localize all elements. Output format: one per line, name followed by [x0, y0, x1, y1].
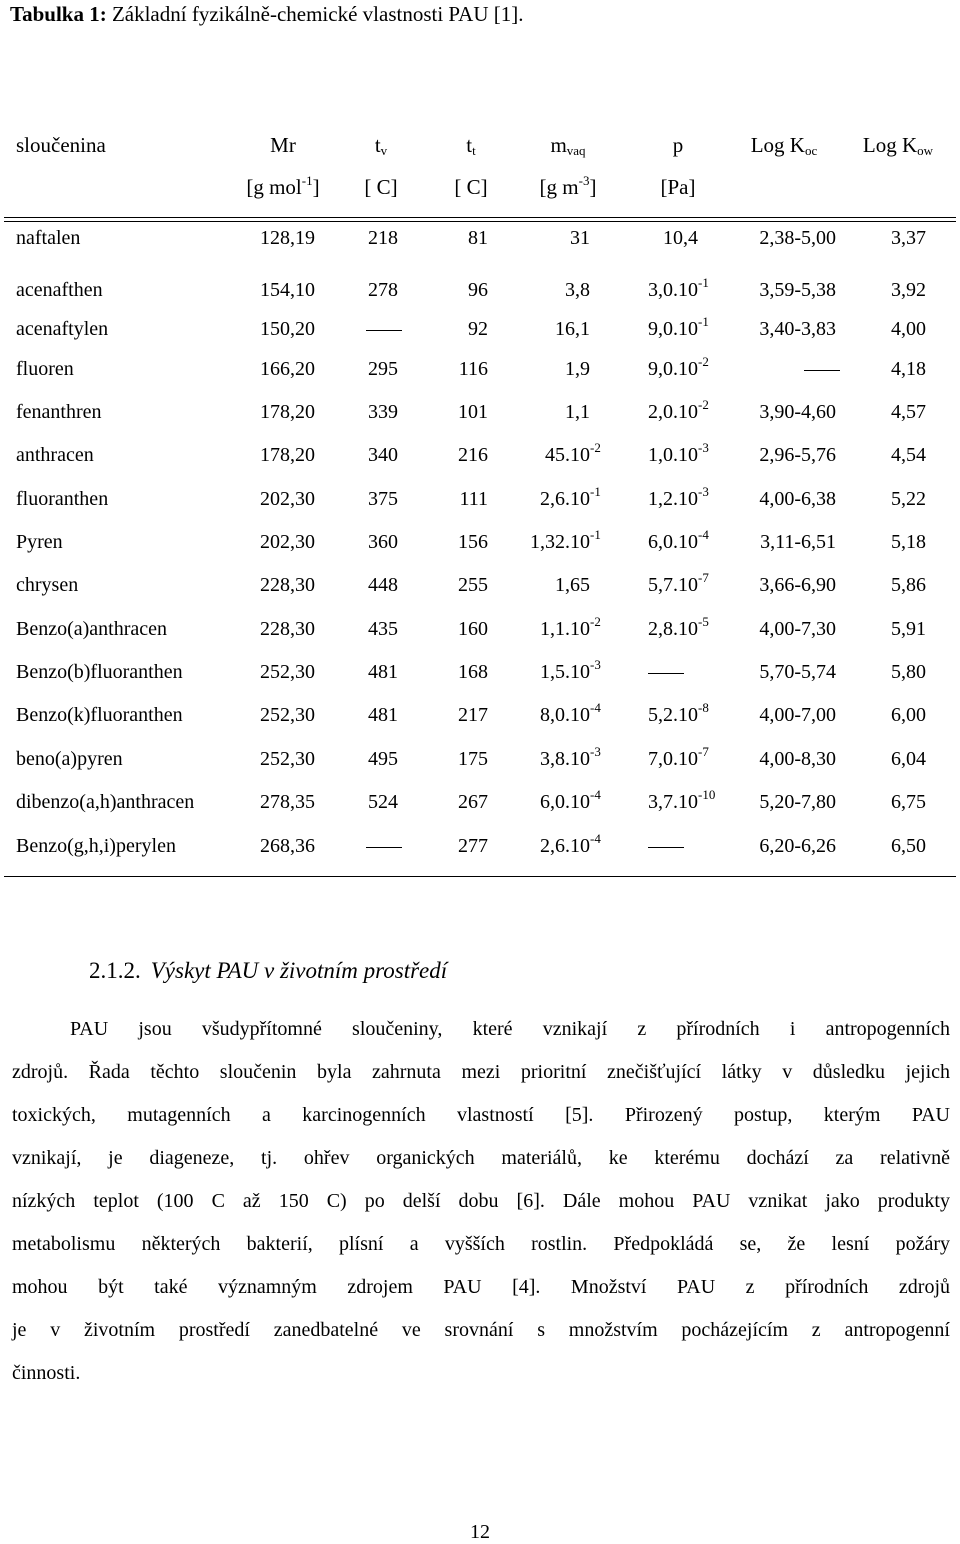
caption-text: Základní fyzikálně-chemické vlastnosti PAU [1]. [111, 2, 524, 26]
header-p: p [672, 133, 684, 157]
cell-kow [891, 660, 926, 684]
cell-value: 252,30 [260, 661, 315, 683]
cell-value: 448 [368, 574, 398, 596]
header-tt: $t_t$ [466, 133, 476, 158]
cell-koc [759, 400, 836, 424]
dash-mark [366, 847, 402, 848]
cell-value: 1,5.10 [540, 661, 590, 683]
cell-m: $45.10^{-2}$ [545, 440, 601, 466]
cell-mr [260, 487, 315, 511]
cell-tt [458, 443, 488, 467]
cell-value: 360 [368, 531, 398, 553]
cell-m: $1,5.10^{-3}$ [540, 657, 601, 683]
cell-mr [260, 790, 315, 814]
cell-mr [260, 226, 315, 250]
cell-value: 111 [459, 488, 488, 510]
cell-tt [468, 226, 488, 250]
cell-m [565, 357, 608, 381]
cell-value: 4,57 [891, 401, 926, 423]
cell-m [555, 317, 608, 341]
cell-value: 3,66-6,90 [759, 574, 836, 596]
page-number: 12 [470, 1521, 490, 1543]
cell-value: 3,37 [891, 227, 926, 249]
cell-koc [759, 790, 836, 814]
cell-value: 1,1 [565, 401, 590, 423]
cell-value: 1,2.10 [648, 488, 698, 510]
cell-value: 6,0.10 [540, 791, 590, 813]
cell-value: 4,00-8,30 [759, 748, 836, 770]
cell-value: 1,9 [565, 358, 590, 380]
cell-kow [891, 834, 926, 858]
cell-value: 1,0.10 [648, 444, 698, 466]
header-compound: sloučenina [16, 133, 106, 157]
cell-value: 4,54 [891, 444, 926, 466]
cell-value: 5,86 [891, 574, 926, 596]
cell-value: 101 [458, 401, 488, 423]
cell-mr [260, 617, 315, 641]
cell-tt [458, 617, 488, 641]
cell-value: 218 [368, 227, 398, 249]
cell-mr [260, 317, 315, 341]
cell-koc [759, 443, 836, 467]
cell-value: 228,30 [260, 618, 315, 640]
cell-mr [260, 278, 315, 302]
cell-tv [368, 573, 398, 597]
body-paragraph [12, 1008, 950, 1395]
cell-tt [468, 317, 488, 341]
cell-mr [260, 703, 315, 727]
cell-m [570, 226, 608, 250]
paragraph-line: činnosti. [12, 1362, 81, 1384]
paragraph-line: zdrojů. Řada těchto sloučenin byla zahrnuta mezi prioritní znečišťující látky v důsledku jejich [12, 1061, 950, 1083]
cell-value: 435 [368, 618, 398, 640]
cell-kow [891, 226, 926, 250]
cell-value: 481 [368, 704, 398, 726]
cell-p: $2,8.10^{-5}$ [648, 614, 709, 640]
paragraph-line: je v životním prostředí zanedbatelné ve srovnání s množstvím pocházejícím z antropogenní [12, 1319, 950, 1341]
cell-m [565, 400, 608, 424]
cell-tt [458, 573, 488, 597]
cell-p [663, 226, 716, 250]
cell-p [648, 660, 684, 684]
cell-value: 8,0.10 [540, 704, 590, 726]
paragraph-line: vznikají, je diageneze, tj. ohřev organických materiálů, ke kterému dochází za relativně [12, 1147, 950, 1169]
cell-p: $7,0.10^{-7}$ [648, 744, 709, 770]
cell-koc [759, 660, 836, 684]
cell-value: 375 [368, 488, 398, 510]
cell-value: 4,18 [891, 358, 926, 380]
cell-mr [260, 400, 315, 424]
cell-value: 4,00 [891, 318, 926, 340]
cell-kow [891, 747, 926, 771]
cell-value: 2,96-5,76 [759, 444, 836, 466]
cell-value: 3,59-5,38 [759, 279, 836, 301]
cell-value: 175 [458, 748, 488, 770]
cell-value: 295 [368, 358, 398, 380]
cell-value: 31 [570, 227, 590, 249]
cell-tv [368, 617, 398, 641]
cell-value: 481 [368, 661, 398, 683]
paragraph-line: metabolismu některých bakterií, plísní a vyšších rostlin. Předpokládá se, že lesní požáry [12, 1233, 950, 1255]
cell-tv [368, 747, 398, 771]
cell-value: 3,7.10 [648, 791, 698, 813]
cell-tt [458, 703, 488, 727]
cell-kow [891, 317, 926, 341]
cell-value: 6,0.10 [648, 531, 698, 553]
caption-label: Tabulka 1: [10, 2, 107, 26]
cell-value: 216 [458, 444, 488, 466]
cell-tt [458, 530, 488, 554]
cell-value: 340 [368, 444, 398, 466]
cell-koc [759, 226, 836, 250]
cell-koc [759, 834, 836, 858]
cell-tv [368, 703, 398, 727]
cell-value: 2,8.10 [648, 618, 698, 640]
cell-value: 5,70-5,74 [759, 661, 836, 683]
cell-value: 3,8.10 [540, 748, 590, 770]
cell-koc [759, 747, 836, 771]
cell-mr [260, 357, 315, 381]
cell-value: 81 [468, 227, 488, 249]
paragraph-line: PAU jsou všudypřítomné sloučeniny, které vznikají z přírodních i antropogenních [70, 1018, 950, 1040]
cell-koc [759, 317, 836, 341]
cell-value: 96 [468, 279, 488, 301]
dash-mark [366, 330, 402, 331]
cell-m: $6,0.10^{-4}$ [540, 787, 601, 813]
cell-value: 4,00-7,00 [759, 704, 836, 726]
compound-name: Benzo(a)anthracen [16, 618, 168, 640]
cell-value: 267 [458, 791, 488, 813]
cell-m: $8,0.10^{-4}$ [540, 700, 601, 726]
cell-koc [759, 703, 836, 727]
cell-kow [891, 443, 926, 467]
cell-value: 92 [468, 318, 488, 340]
header-mr-unit: [g mol$^{-1}$] [246, 173, 320, 199]
cell-value: 278 [368, 279, 398, 301]
cell-tv [368, 443, 398, 467]
cell-koc [759, 573, 836, 597]
cell-value: 1,1.10 [540, 618, 590, 640]
cell-value: 178,20 [260, 444, 315, 466]
cell-value: 268,36 [260, 835, 315, 857]
cell-value: 9,0.10 [648, 358, 698, 380]
cell-tt [458, 400, 488, 424]
table-top-rule-double [4, 221, 956, 222]
cell-value: 5,20-7,80 [759, 791, 836, 813]
cell-value: 168 [458, 661, 488, 683]
cell-tv [368, 357, 398, 381]
cell-p: $6,0.10^{-4}$ [648, 527, 709, 553]
cell-value: 252,30 [260, 748, 315, 770]
cell-value: 202,30 [260, 531, 315, 553]
cell-value: 202,30 [260, 488, 315, 510]
cell-p: $5,7.10^{-7}$ [648, 570, 709, 596]
compound-name: Pyren [16, 531, 63, 553]
cell-m: $1,1.10^{-2}$ [540, 614, 601, 640]
cell-value: 228,30 [260, 574, 315, 596]
section-heading [89, 957, 447, 985]
cell-koc [759, 617, 836, 641]
table-caption [10, 0, 523, 28]
cell-value: 154,10 [260, 279, 315, 301]
cell-value: 2,38-5,00 [759, 227, 836, 249]
cell-mr [260, 443, 315, 467]
cell-value: 3,92 [891, 279, 926, 301]
cell-value: 3,11-6,51 [760, 531, 836, 553]
cell-kow [891, 703, 926, 727]
dash-mark [648, 673, 684, 674]
cell-tt [458, 660, 488, 684]
header-mr: Mr [270, 133, 296, 157]
cell-value: 5,7.10 [648, 574, 698, 596]
cell-p: $1,0.10^{-3}$ [648, 440, 709, 466]
cell-value: 3,90-4,60 [759, 401, 836, 423]
cell-p [648, 834, 684, 858]
table-top-rule [4, 217, 956, 218]
cell-tv [368, 400, 398, 424]
cell-tv [368, 790, 398, 814]
cell-value: 1,65 [555, 574, 590, 596]
cell-kow [891, 790, 926, 814]
cell-value: 10,4 [663, 227, 698, 249]
cell-kow [891, 530, 926, 554]
cell-value: 5,2.10 [648, 704, 698, 726]
dash-mark [648, 847, 684, 848]
cell-koc [760, 530, 836, 554]
compound-name: fenanthren [16, 401, 102, 423]
cell-mr [260, 573, 315, 597]
compound-name: naftalen [16, 227, 81, 249]
header-tv-unit: [ C] [364, 175, 398, 199]
cell-value: 2,6.10 [540, 488, 590, 510]
cell-p: $9,0.10^{-2}$ [648, 354, 709, 380]
cell-p: $2,0.10^{-2}$ [648, 397, 709, 423]
compound-name: Benzo(g,h,i)perylen [16, 835, 176, 857]
compound-name: chrysen [16, 574, 79, 596]
cell-p: $1,2.10^{-3}$ [648, 484, 709, 510]
cell-mr [260, 747, 315, 771]
cell-kow [891, 617, 926, 641]
cell-kow [891, 400, 926, 424]
cell-value: 1,32.10 [530, 531, 590, 553]
cell-value: 6,75 [891, 791, 926, 813]
cell-kow [891, 487, 926, 511]
compound-name: dibenzo(a,h)anthracen [16, 791, 195, 813]
cell-value: 217 [458, 704, 488, 726]
cell-tt [458, 747, 488, 771]
cell-m: $2,6.10^{-1}$ [540, 484, 601, 510]
cell-p: $3,0.10^{-1}$ [648, 275, 709, 301]
cell-m [565, 278, 608, 302]
cell-value: 5,91 [891, 618, 926, 640]
cell-koc [759, 487, 836, 511]
cell-m: $2,6.10^{-4}$ [540, 831, 601, 857]
cell-value: 4,00-7,30 [759, 618, 836, 640]
cell-value: 160 [458, 618, 488, 640]
cell-value: 166,20 [260, 358, 315, 380]
cell-value: 2,0.10 [648, 401, 698, 423]
cell-value: 5,80 [891, 661, 926, 683]
cell-value: 156 [458, 531, 488, 553]
compound-name: acenaftylen [16, 318, 109, 340]
cell-tv [366, 834, 402, 858]
cell-tv [368, 487, 398, 511]
header-m: $m_{vaq}$ [550, 133, 586, 158]
cell-tt [458, 834, 488, 858]
cell-value: 7,0.10 [648, 748, 698, 770]
table-bottom-rule [4, 876, 956, 877]
header-log-kow: Log $K_{ow}$ [862, 133, 934, 158]
cell-value: 6,04 [891, 748, 926, 770]
cell-value: 150,20 [260, 318, 315, 340]
section-number: 2.1.2. [89, 958, 141, 983]
cell-value: 2,6.10 [540, 835, 590, 857]
compound-name: fluoren [16, 358, 74, 380]
cell-value: 3,0.10 [648, 279, 698, 301]
cell-p: $5,2.10^{-8}$ [648, 700, 709, 726]
cell-m: $3,8.10^{-3}$ [540, 744, 601, 770]
compound-name: fluoranthen [16, 488, 109, 510]
cell-value: 3,8 [565, 279, 590, 301]
cell-koc [759, 278, 836, 302]
paragraph-line: nízkých teplot (100 C až 150 C) po delší dobu [6]. Dále mohou PAU vznikat jako produkty [12, 1190, 950, 1212]
cell-tt [459, 487, 488, 511]
cell-tt [468, 278, 488, 302]
cell-tt [459, 357, 488, 381]
compound-name: Benzo(k)fluoranthen [16, 704, 183, 726]
paragraph-line: toxických, mutagenních a karcinogenních vlastností [5]. Přirozený postup, kterým PAU [12, 1104, 950, 1126]
cell-value: 495 [368, 748, 398, 770]
cell-value: 252,30 [260, 704, 315, 726]
header-p-unit: [Pa] [660, 175, 696, 199]
cell-value: 116 [458, 358, 488, 380]
cell-value: 255 [458, 574, 488, 596]
cell-value: 6,00 [891, 704, 926, 726]
cell-mr [260, 530, 315, 554]
cell-value: 45.10 [545, 444, 590, 466]
paragraph-line: mohou být také významným zdrojem PAU [4]. Množství PAU z přírodních zdrojů [12, 1276, 950, 1298]
header-m-unit: [g $m^{-3}$] [539, 173, 597, 199]
cell-tv [368, 660, 398, 684]
dash-mark [804, 370, 840, 371]
cell-mr [260, 834, 315, 858]
cell-kow [891, 278, 926, 302]
header-log-koc: Log $K_{oc}$ [750, 133, 818, 158]
cell-value: 4,00-6,38 [759, 488, 836, 510]
cell-value: 5,18 [891, 531, 926, 553]
section-title: Výskyt PAU v životním prostředí [150, 958, 448, 983]
cell-tt [458, 790, 488, 814]
cell-value: 277 [458, 835, 488, 857]
cell-value: 9,0.10 [648, 318, 698, 340]
compound-name: beno(a)pyren [16, 748, 123, 770]
cell-kow [891, 357, 926, 381]
compound-name: Benzo(b)fluoranthen [16, 661, 183, 683]
cell-m [555, 573, 608, 597]
cell-m: $1,32.10^{-1}$ [530, 527, 601, 553]
cell-value: 6,50 [891, 835, 926, 857]
cell-tv [368, 278, 398, 302]
cell-value: 5,22 [891, 488, 926, 510]
cell-value: 524 [368, 791, 398, 813]
compound-name: anthracen [16, 444, 94, 466]
cell-value: 278,35 [260, 791, 315, 813]
cell-value: 3,40-3,83 [759, 318, 836, 340]
cell-p: $3,7.10^{-10}$ [648, 787, 716, 813]
header-tv: $t_v$ [374, 133, 388, 158]
compound-name: acenafthen [16, 279, 103, 301]
cell-kow [891, 573, 926, 597]
cell-tv [366, 317, 402, 341]
cell-tv [368, 530, 398, 554]
cell-value: 16,1 [555, 318, 590, 340]
header-tt-unit: [ C] [454, 175, 488, 199]
cell-mr [260, 660, 315, 684]
cell-value: 128,19 [260, 227, 315, 249]
cell-tv [368, 226, 398, 250]
cell-value: 178,20 [260, 401, 315, 423]
cell-value: 6,20-6,26 [759, 835, 836, 857]
cell-koc [804, 357, 840, 381]
cell-p: $9,0.10^{-1}$ [648, 314, 709, 340]
cell-value: 339 [368, 401, 398, 423]
